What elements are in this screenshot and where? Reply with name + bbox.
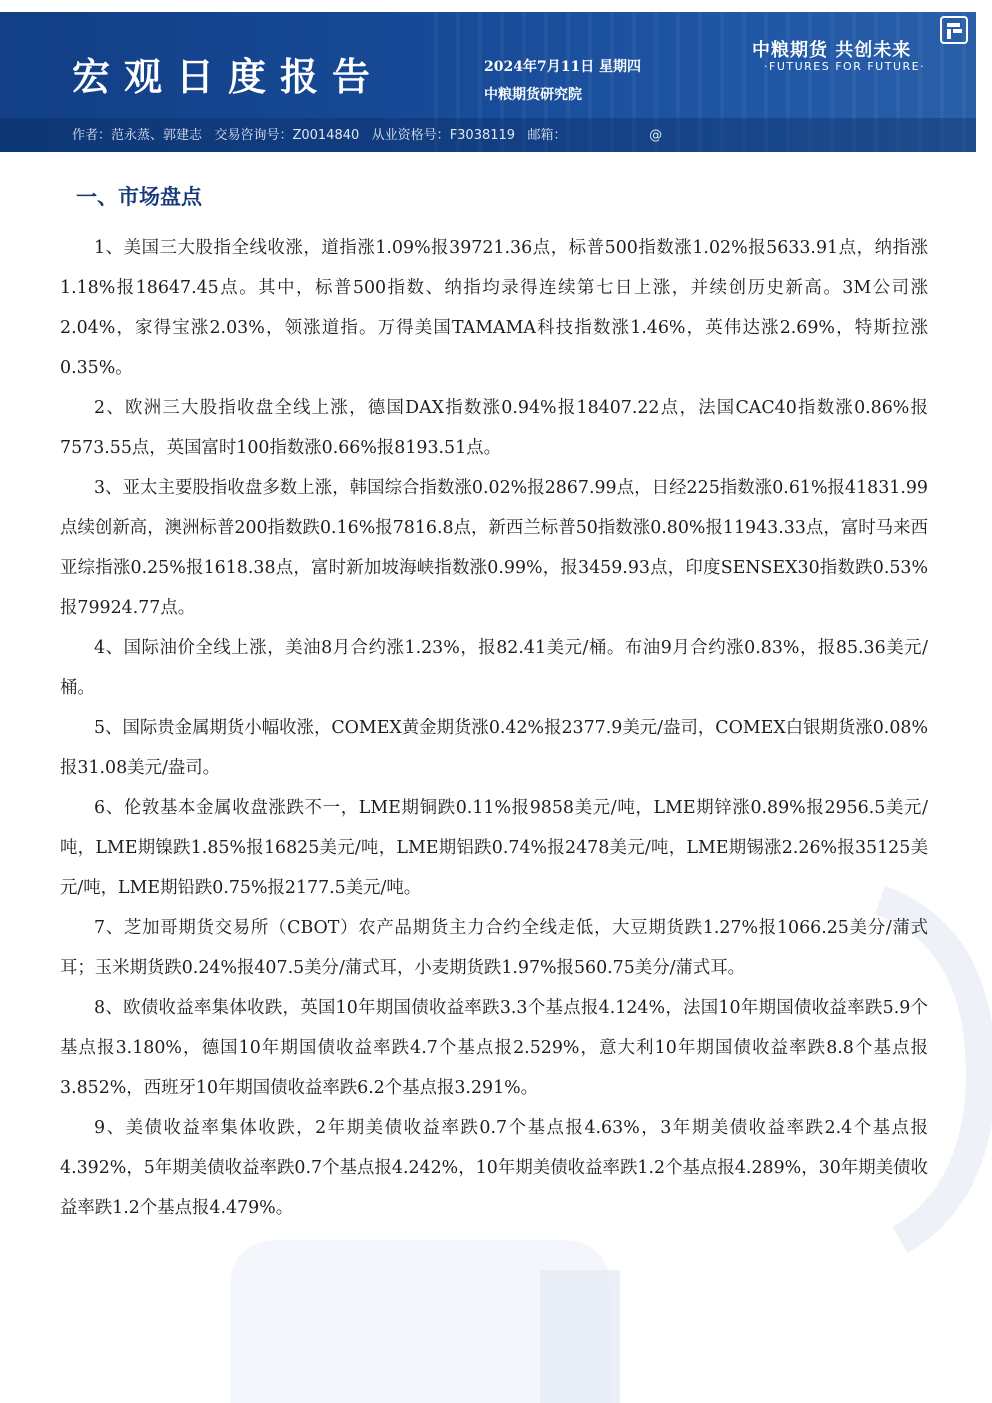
report-organization: 中粮期货研究院 (484, 87, 582, 103)
consult-number: Z0014840 (292, 128, 360, 143)
author-info (72, 124, 662, 143)
consult-label: 交易咨询号： (214, 128, 293, 143)
qualification-label: 从业资格号： (371, 128, 450, 143)
authors: 范永蒸、郭建志 (111, 128, 203, 143)
paragraph-precious-metals: 5、国际贵金属期货小幅收涨，COMEX黄金期货涨0.42%报2377.9美元/盎司，COMEX白银期货涨0.08%报31.08美元/盎司。 (60, 718, 928, 778)
paragraph-asia-stocks: 3、亚太主要股指收盘多数上涨，韩国综合指数涨0.02%报2867.99点，日经225指数涨0.61%报41831.99点续创新高，澳洲标普200指数跌0.16%报7816.8点，新西兰标普50指数涨0.80%报11943.33点，富时马来西亚综指涨0.25%报1618.38点，富时新加坡海峡指数涨0.99%，报3459.93点，印度SENSEX30指数跌0.53%报79924.77点。 (60, 478, 928, 618)
paragraph-agriculture: 7、芝加哥期货交易所（CBOT）农产品期货主力合约全线走低，大豆期货跌1.27%报1066.25美分/蒲式耳；玉米期货跌0.24%报407.5美分/蒲式耳，小麦期货跌1.97%报560.75美分/蒲式耳。 (60, 918, 928, 978)
report-body (60, 228, 928, 1228)
paragraph-us-bonds: 9、美债收益率集体收跌，2年期美债收益率跌0.7个基点报4.63%，3年期美债收益率跌2.4个基点报4.392%，5年期美债收益率跌0.7个基点报4.242%，10年期美债收益率跌1.2个基点报4.289%，30年期美债收益率跌1.2个基点报4.479%。 (60, 1118, 928, 1218)
report-title: 宏观日度报告 (72, 54, 385, 99)
paragraph-us-stocks: 1、美国三大股指全线收涨，道指涨1.09%报39721.36点，标普500指数涨1.02%报5633.91点，纳指涨1.18%报18647.45点。其中，标普500指数、纳指均录得连续第七日上涨，并续创历史新高。3M公司涨2.04%，家得宝涨2.03%，领涨道指。万得美国TAMAMA科技指数涨1.46%，英伟达涨2.69%，特斯拉涨0.35%。 (60, 238, 928, 378)
qualification-number: F3038119 (449, 128, 516, 143)
paragraph-europe-stocks: 2、欧洲三大股指收盘全线上涨，德国DAX指数涨0.94%报18407.22点，法国CAC40指数涨0.86%报7573.55点，英国富时100指数涨0.66%报8193.51点。 (60, 398, 928, 458)
email-label: 邮箱： (527, 128, 567, 143)
brand-slogan-en: ·FUTURES FOR FUTURE· (764, 60, 926, 73)
email: @ (649, 128, 663, 143)
brand-slogan-cn: 中粮期货 共创未来 (752, 40, 912, 61)
company-logo-icon (940, 16, 968, 44)
report-date: 2024年7月11日 星期四 (484, 59, 642, 75)
paragraph-oil: 4、国际油价全线上涨，美油8月合约涨1.23%，报82.41美元/桶。布油9月合约涨0.83%，报85.36美元/桶。 (60, 638, 928, 698)
paragraph-euro-bonds: 8、欧债收益率集体收跌，英国10年期国债收益率跌3.3个基点报4.124%，法国10年期国债收益率跌5.9个基点报3.180%，德国10年期国债收益率跌4.7个基点报2.529%，意大利10年期国债收益率跌8.8个基点报3.852%，西班牙10年期国债收益率跌6.2个基点报3.291%。 (60, 998, 928, 1098)
section-title: 一、市场盘点 (76, 184, 202, 209)
authors-label: 作者： (72, 128, 112, 143)
paragraph-base-metals: 6、伦敦基本金属收盘涨跌不一，LME期铜跌0.11%报9858美元/吨，LME期锌涨0.89%报2956.5美元/吨，LME期镍跌1.85%报16825美元/吨，LME期铝跌0.74%报2478美元/吨，LME期锡涨2.26%报35125美元/吨，LME期铅跌0.75%报2177.5美元/吨。 (60, 798, 928, 898)
